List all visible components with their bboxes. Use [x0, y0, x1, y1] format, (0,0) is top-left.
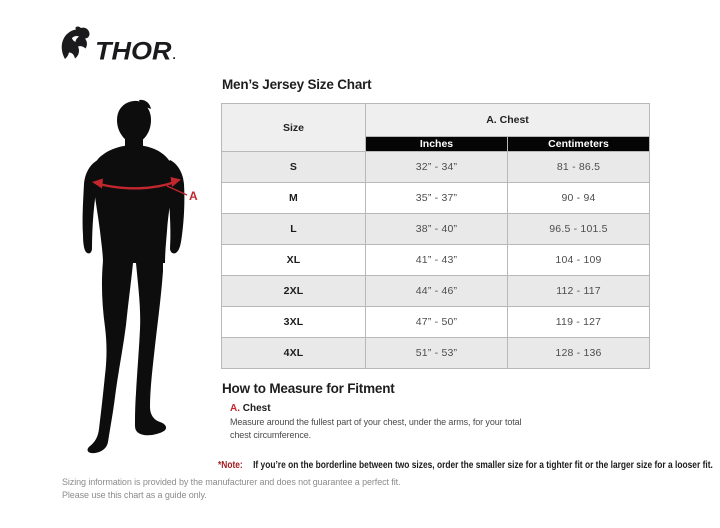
size-cell: XL: [222, 245, 366, 276]
inches-cell: 32” - 34”: [366, 152, 508, 183]
fit-note-text: If you’re on the borderline between two sizes, order the smaller size for a tighter fit or the larger size for a looser fit.: [253, 459, 713, 471]
table-row: [222, 276, 650, 307]
centimeters-cell: 128 - 136: [508, 338, 650, 369]
inches-cell: 51” - 53”: [366, 338, 508, 369]
chest-measure-title: Chest: [242, 403, 271, 414]
table-row: [222, 152, 650, 183]
size-chart-table: [221, 103, 650, 369]
centimeters-cell: 90 - 94: [508, 183, 650, 214]
column-header-size: Size: [222, 104, 366, 152]
table-row: [222, 214, 650, 245]
thor-logo-dot: .: [172, 47, 176, 62]
chest-measure-block: [230, 403, 550, 441]
thor-wordmark: THOR: [95, 37, 172, 65]
table-row: [222, 338, 650, 369]
inches-cell: 47” - 50”: [366, 307, 508, 338]
column-header-inches: Inches: [366, 137, 508, 152]
chest-marker-label: A: [189, 189, 198, 203]
page-title: Men’s Jersey Size Chart: [222, 77, 372, 92]
inches-cell: 44” - 46”: [366, 276, 508, 307]
column-header-centimeters: Centimeters: [508, 137, 650, 152]
size-cell: 2XL: [222, 276, 366, 307]
fit-note-label: *Note:: [218, 459, 243, 471]
body-silhouette-figure: [55, 85, 205, 475]
chest-measure-description: Measure around the fullest part of your chest, under the arms, for your total chest circumference.: [230, 417, 522, 440]
centimeters-cell: 96.5 - 101.5: [508, 214, 650, 245]
table-row: [222, 183, 650, 214]
size-cell: 4XL: [222, 338, 366, 369]
table-row: [222, 307, 650, 338]
centimeters-cell: 112 - 117: [508, 276, 650, 307]
disclaimer-line-2: Please use this chart as a guide only.: [62, 490, 207, 501]
centimeters-cell: 104 - 109: [508, 245, 650, 276]
size-cell: L: [222, 214, 366, 245]
sizing-disclaimer: [62, 476, 400, 502]
male-silhouette-icon: [55, 85, 205, 475]
chest-measure-marker: A.: [230, 403, 240, 414]
chest-measure-label: [230, 403, 550, 414]
size-cell: 3XL: [222, 307, 366, 338]
column-header-chest: A. Chest: [366, 104, 650, 137]
inches-cell: 41” - 43”: [366, 245, 508, 276]
size-cell: S: [222, 152, 366, 183]
disclaimer-line-1: Sizing information is provided by the manufacturer and does not guarantee a perfect fit.: [62, 477, 401, 487]
how-to-measure-heading: How to Measure for Fitment: [222, 381, 395, 396]
table-row: [222, 245, 650, 276]
thor-helmet-icon: [60, 26, 92, 65]
thor-logo: [60, 26, 176, 65]
inches-cell: 38” - 40”: [366, 214, 508, 245]
inches-cell: 35” - 37”: [366, 183, 508, 214]
size-cell: M: [222, 183, 366, 214]
fit-note: [218, 459, 713, 471]
centimeters-cell: 119 - 127: [508, 307, 650, 338]
centimeters-cell: 81 - 86.5: [508, 152, 650, 183]
